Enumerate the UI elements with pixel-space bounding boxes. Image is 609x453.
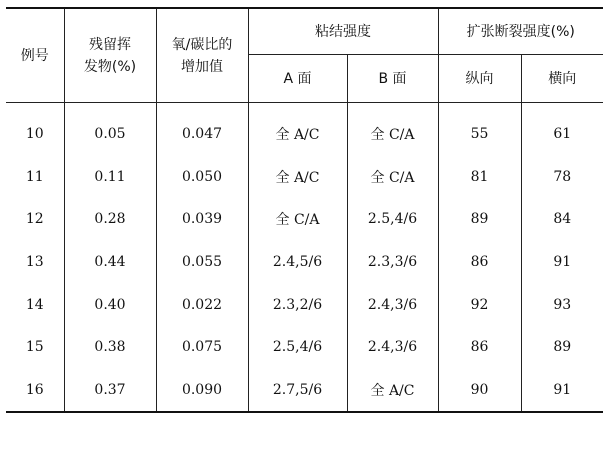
cell-residual: 0.05: [64, 103, 156, 156]
header-adhesion-group: 粘结强度: [248, 8, 438, 55]
cell-longitudinal: 90: [438, 369, 521, 413]
cell-transverse: 89: [521, 326, 603, 369]
header-tensile-transverse: 横向: [521, 55, 603, 103]
header-row-1: [6, 8, 603, 55]
header-example-no: 例号: [6, 8, 64, 103]
cell-adhesion-b: 全 A/C: [347, 369, 438, 413]
cell-adhesion-b: 2.4,3/6: [347, 283, 438, 326]
cell-residual: 0.38: [64, 326, 156, 369]
cell-transverse: 61: [521, 103, 603, 156]
cell-adhesion-b: 2.5,4/6: [347, 198, 438, 241]
table-row: [6, 156, 603, 199]
cell-adhesion-a: 全 A/C: [248, 156, 347, 199]
cell-adhesion-a: 2.5,4/6: [248, 326, 347, 369]
header-adhesion-a: A 面: [248, 55, 347, 103]
table-row: [6, 103, 603, 156]
table-row: [6, 326, 603, 369]
header-oc-ratio-line2: 增加值: [181, 58, 223, 75]
cell-transverse: 91: [521, 241, 603, 284]
cell-oc-ratio: 0.047: [156, 103, 248, 156]
cell-residual: 0.11: [64, 156, 156, 199]
cell-oc-ratio: 0.090: [156, 369, 248, 413]
cell-example-no: 14: [6, 283, 64, 326]
cell-longitudinal: 89: [438, 198, 521, 241]
header-residual-volatile-line1: 残留挥: [89, 36, 131, 53]
cell-transverse: 78: [521, 156, 603, 199]
cell-adhesion-b: 全 C/A: [347, 156, 438, 199]
cell-example-no: 10: [6, 103, 64, 156]
cell-oc-ratio: 0.039: [156, 198, 248, 241]
table-row: [6, 369, 603, 413]
cell-adhesion-a: 2.4,5/6: [248, 241, 347, 284]
cell-oc-ratio: 0.075: [156, 326, 248, 369]
cell-adhesion-b: 全 C/A: [347, 103, 438, 156]
cell-transverse: 84: [521, 198, 603, 241]
cell-example-no: 11: [6, 156, 64, 199]
header-tensile-group: 扩张断裂强度(%): [438, 8, 603, 55]
cell-longitudinal: 92: [438, 283, 521, 326]
cell-adhesion-a: 全 A/C: [248, 103, 347, 156]
header-residual-volatile: [64, 8, 156, 103]
cell-example-no: 16: [6, 369, 64, 413]
table-row: [6, 283, 603, 326]
header-tensile-longitudinal: 纵向: [438, 55, 521, 103]
cell-residual: 0.40: [64, 283, 156, 326]
cell-longitudinal: 81: [438, 156, 521, 199]
cell-adhesion-b: 2.3,3/6: [347, 241, 438, 284]
cell-adhesion-a: 2.3,2/6: [248, 283, 347, 326]
cell-example-no: 13: [6, 241, 64, 284]
cell-residual: 0.44: [64, 241, 156, 284]
cell-oc-ratio: 0.050: [156, 156, 248, 199]
cell-oc-ratio: 0.055: [156, 241, 248, 284]
header-oc-ratio: [156, 8, 248, 103]
cell-example-no: 12: [6, 198, 64, 241]
cell-transverse: 91: [521, 369, 603, 413]
cell-longitudinal: 86: [438, 326, 521, 369]
cell-adhesion-b: 2.4,3/6: [347, 326, 438, 369]
header-adhesion-b: B 面: [347, 55, 438, 103]
cell-adhesion-a: 2.7,5/6: [248, 369, 347, 413]
cell-residual: 0.28: [64, 198, 156, 241]
cell-residual: 0.37: [64, 369, 156, 413]
header-residual-volatile-line2: 发物(%): [83, 58, 137, 75]
cell-longitudinal: 86: [438, 241, 521, 284]
cell-adhesion-a: 全 C/A: [248, 198, 347, 241]
table-row: [6, 198, 603, 241]
header-oc-ratio-line1: 氧/碳比的: [171, 36, 233, 53]
cell-example-no: 15: [6, 326, 64, 369]
cell-longitudinal: 55: [438, 103, 521, 156]
cell-oc-ratio: 0.022: [156, 283, 248, 326]
table-row: [6, 241, 603, 284]
cell-transverse: 93: [521, 283, 603, 326]
data-table: [6, 7, 603, 413]
